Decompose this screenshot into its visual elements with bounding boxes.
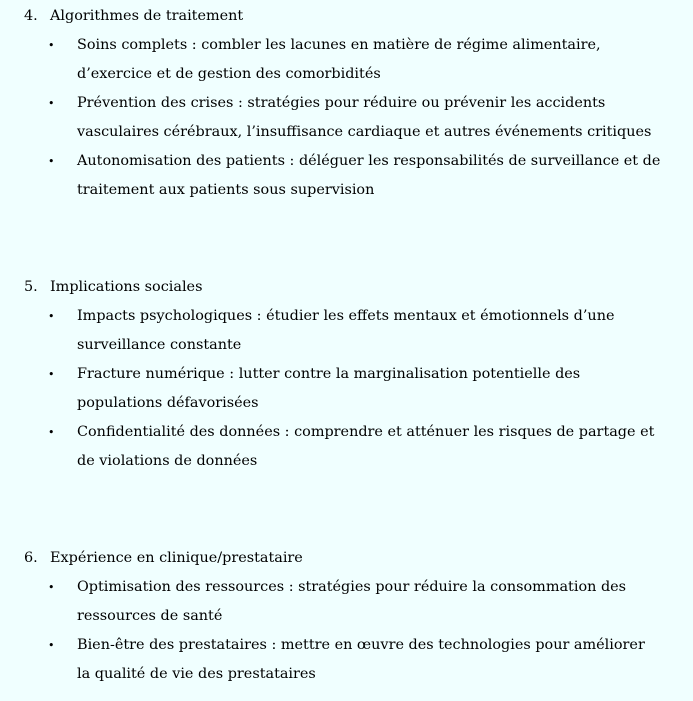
list-item: [0, 302, 693, 360]
section-number: 6.: [24, 550, 38, 566]
list-item-text: Confidentialité des données : comprendre et atténuer les risques de partage et de violations de données: [77, 424, 655, 469]
bullet-icon: •: [48, 97, 55, 110]
list-item: [0, 147, 693, 205]
section-title: Implications sociales: [50, 279, 203, 295]
list-item: [0, 418, 693, 476]
list-item-text: Prévention des crises : stratégies pour réduire ou prévenir les accidents vasculaires cérébraux, l’insuffisance cardiaque et autres événements critiques: [77, 95, 652, 140]
section-heading: [0, 1, 693, 31]
list-item: [0, 89, 693, 147]
list-item-text: Autonomisation des patients : déléguer les responsabilités de surveillance et de traitement aux patients sous supervision: [77, 153, 661, 198]
section-6: [0, 543, 693, 689]
list-item-text: Fracture numérique : lutter contre la marginalisation potentielle des populations défavorisées: [77, 366, 581, 411]
list-item-text: Bien-être des prestataires : mettre en œuvre des technologies pour améliorer la qualité de vie des prestataires: [77, 637, 645, 682]
bullet-icon: •: [48, 368, 55, 381]
bullet-icon: •: [48, 426, 55, 439]
list-item-text: Impacts psychologiques : étudier les effets mentaux et émotionnels d’une surveillance constante: [77, 308, 615, 353]
section-title: Algorithmes de traitement: [50, 8, 244, 24]
bullet-icon: •: [48, 639, 55, 652]
list-item-text: Soins complets : combler les lacunes en matière de régime alimentaire, d’exercice et de gestion des comorbidités: [77, 37, 601, 82]
list-item: [0, 631, 693, 689]
section-heading: [0, 272, 693, 302]
list-item: [0, 573, 693, 631]
list-item: [0, 360, 693, 418]
section-number: 4.: [24, 8, 38, 24]
bullet-icon: •: [48, 581, 55, 594]
list-item-text: Optimisation des ressources : stratégies pour réduire la consommation des ressources de santé: [77, 579, 627, 624]
section-5: [0, 272, 693, 476]
bullet-icon: •: [48, 310, 55, 323]
section-number: 5.: [24, 279, 38, 295]
section-4: [0, 1, 693, 205]
section-title: Expérience en clinique/prestataire: [50, 550, 303, 566]
bullet-icon: •: [48, 39, 55, 52]
section-heading: [0, 543, 693, 573]
list-item: [0, 31, 693, 89]
bullet-icon: •: [48, 155, 55, 168]
